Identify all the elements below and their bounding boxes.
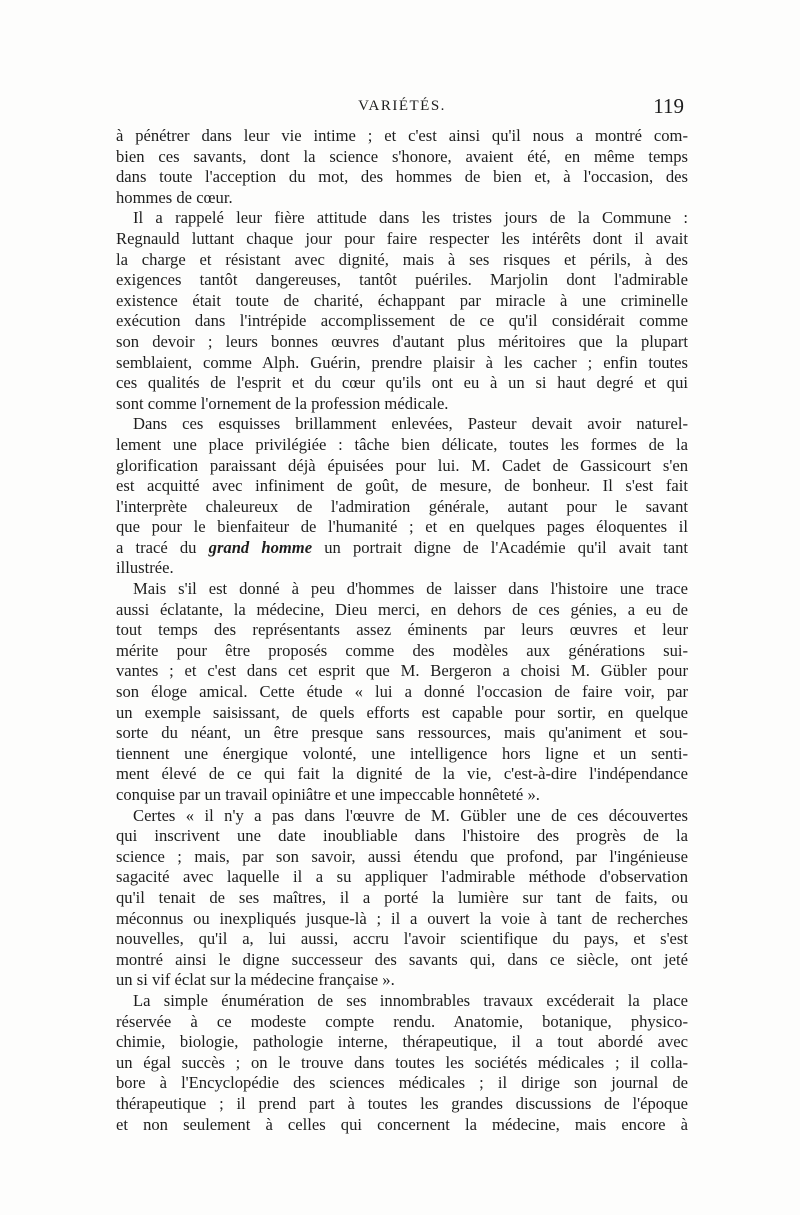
text-line: La simple énumération de ses innombrables travaux excéderait la place — [133, 990, 688, 1010]
text-line: hommes de cœur. — [116, 187, 233, 207]
paragraph — [116, 806, 688, 991]
text-line: la charge et résistant avec dignité, mais à ses risques et périls, à des — [116, 249, 688, 269]
paragraph — [116, 126, 688, 208]
text-fragment: un portrait digne de l'Académie qu'il avait tant — [312, 537, 688, 557]
text-line: dans toute l'acception du mot, des hommes de bien et, à l'occasion, des — [116, 167, 688, 187]
paragraph — [116, 414, 688, 579]
text-line: Mais s'il est donné à peu d'hommes de laisser dans l'histoire une trace — [133, 579, 688, 599]
text-line — [116, 538, 688, 559]
paragraph — [116, 208, 688, 414]
text-line: ces qualités de l'esprit et du cœur qu'ils ont eu à un si haut degré et qui — [116, 373, 688, 393]
text-line: sagacité avec laquelle il a su appliquer l'admirable méthode d'observation — [116, 867, 688, 887]
text-line: Regnauld luttant chaque jour pour faire respecter les intérêts dont il avait — [116, 228, 688, 248]
text-line: existence était toute de charité, échappant par miracle à une criminelle — [116, 290, 688, 310]
text-line: mérite pour être proposés comme des modèles aux générations sui- — [116, 640, 688, 660]
text-line: bien ces savants, dont la science s'honore, avaient été, en même temps — [116, 146, 688, 166]
text-line: Dans ces esquisses brillamment enlevées, Pasteur devait avoir naturel- — [133, 414, 688, 434]
text-line: et non seulement à celles qui concernent la médecine, mais encore à — [116, 1114, 688, 1134]
text-line: est acquitté avec infiniment de goût, de mesure, de bonheur. Il s'est fait — [116, 476, 688, 496]
text-line: lement une place privilégiée : tâche bien délicate, toutes les formes de la — [116, 434, 688, 454]
text-line: sont comme l'ornement de la profession médicale. — [116, 393, 449, 413]
text-line: semblaient, comme Alph. Guérin, prendre plaisir à les cacher ; enfin toutes — [116, 352, 688, 372]
page-number: 119 — [653, 94, 684, 118]
text-line: ment élevé de ce qui fait la dignité de la vie, c'est-à-dire l'indépendance — [116, 764, 688, 784]
text-line: tiennent une énergique volonté, une intelligence hors ligne et un senti- — [116, 743, 688, 763]
text-line: un exemple saisissant, de quels efforts est capable pour sortir, en quelque — [116, 702, 688, 722]
text-line: son éloge amical. Cette étude « lui a donné l'occasion de faire voir, par — [116, 682, 688, 702]
text-line: Il a rappelé leur fière attitude dans les tristes jours de la Commune : — [133, 208, 688, 228]
text-line: l'interprète chaleureux de l'admiration générale, autant pour le savant — [116, 496, 688, 516]
page-header — [116, 94, 688, 124]
body-text — [116, 126, 688, 1135]
text-line: glorification paraissant déjà épuisées pour lui. M. Cadet de Gassicourt s'en — [116, 455, 688, 475]
text-line: qu'il tenait de ses maîtres, il a porté la lumière sur tant de faits, ou — [116, 887, 688, 907]
text-line: bore à l'Encyclopédie des sciences médicales ; il dirige son journal de — [116, 1073, 688, 1093]
text-line: exécution dans l'intrépide accomplissement de ce qu'il considérait comme — [116, 311, 688, 331]
text-line: conquise par un travail opiniâtre et une impeccable honnêteté ». — [116, 785, 540, 804]
text-line: vantes ; et c'est dans cet esprit que M. Bergeron a choisi M. Gübler pour — [116, 661, 688, 681]
text-line: montré ainsi le digne successeur des savants qui, dans ce siècle, ont jeté — [116, 949, 688, 969]
text-line: réservée à ce modeste compte rendu. Anatomie, botanique, physico- — [116, 1011, 688, 1031]
text-line: Certes « il n'y a pas dans l'œuvre de M. Gübler une de ces découvertes — [133, 805, 688, 825]
text-line: nouvelles, qu'il a, lui aussi, accru l'avoir scientifique du pays, et s'est — [116, 929, 688, 949]
text-line: thérapeutique ; il prend part à toutes les grandes discussions de l'époque — [116, 1093, 688, 1113]
text-line: son devoir ; leurs bonnes œuvres d'autant plus méritoires que la plupart — [116, 331, 688, 351]
text-line: sorte du néant, un être presque sans ressources, mais qu'animent et sou- — [116, 723, 688, 743]
running-title: VARIÉTÉS. — [358, 98, 446, 114]
text-line: exigences tantôt dangereuses, tantôt puériles. Marjolin dont l'admirable — [116, 270, 688, 290]
paragraph — [116, 579, 688, 806]
text-line: tout temps des représentants assez éminents par leurs œuvres et leur — [116, 620, 688, 640]
text-line: qui inscrivent une date inoubliable dans l'histoire des progrès de la — [116, 826, 688, 846]
paragraph — [116, 991, 688, 1135]
text-line: un si vif éclat sur la médecine française ». — [116, 970, 395, 990]
text-line: illustrée. — [116, 558, 174, 578]
text-line: chimie, biologie, pathologie interne, thérapeutique, il a tout abordé avec — [116, 1032, 688, 1052]
emphasized-text: grand homme — [208, 537, 313, 557]
text-line: méconnus ou inexpliqués jusque-là ; il a ouvert la voie à tant de recherches — [116, 908, 688, 928]
text-line: que pour le bienfaiteur de l'humanité ; et en quelques pages éloquentes il — [116, 517, 688, 537]
text-fragment: a tracé du — [116, 537, 209, 557]
text-line: aussi éclatante, la médecine, Dieu merci, en dehors de ces génies, a eu de — [116, 599, 688, 619]
text-line: un égal succès ; on le trouve dans toutes les sociétés médicales ; il colla- — [116, 1052, 688, 1072]
text-line: à pénétrer dans leur vie intime ; et c'est ainsi qu'il nous a montré com- — [116, 126, 688, 145]
text-line: science ; mais, par son savoir, aussi étendu que profond, par l'ingénieuse — [116, 846, 688, 866]
